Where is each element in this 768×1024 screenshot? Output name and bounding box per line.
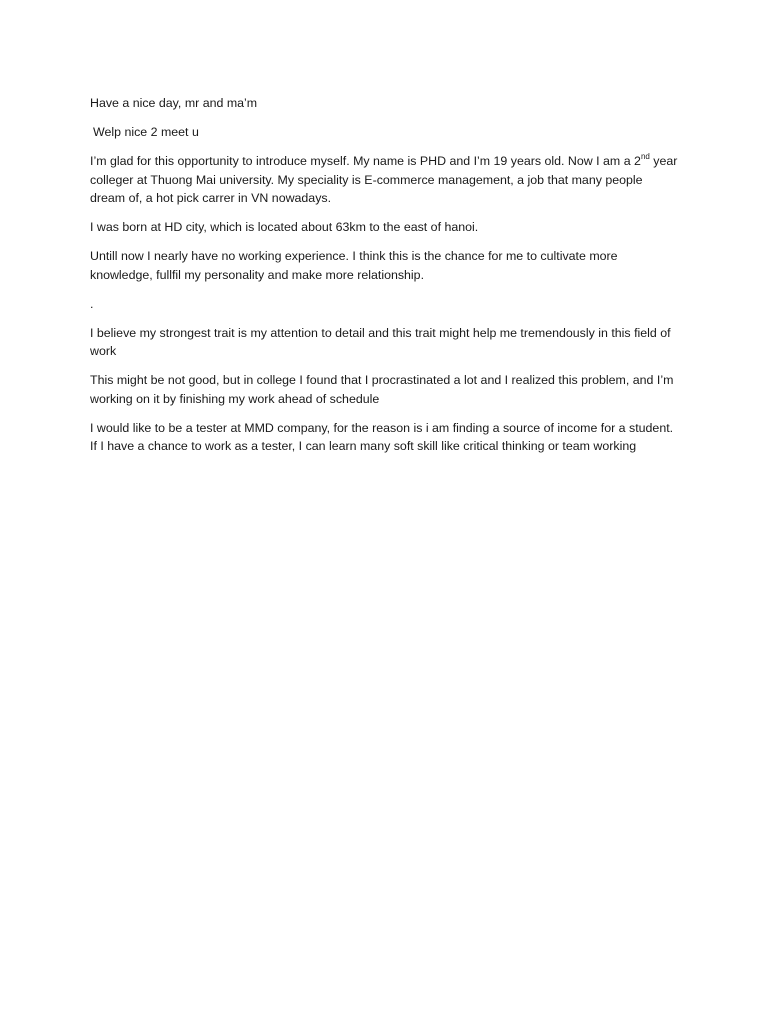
paragraph-experience: Untill now I nearly have no working experience. I think this is the chance for me to cultivate more knowledge, fullfil my personality and make more relationship. [90, 249, 618, 282]
paragraph-introduction-text-end: year colleger at Thuong Mai university. My speciality is E-commerce management, a job that many people dream of, a hot pick carrer in VN nowadays. [90, 154, 678, 205]
paragraph-goal: I would like to be a tester at MMD company, for the reason is i am finding a source of income for a student. If I have a chance to work as a tester, I can learn many soft skill like critical thinking or team working [90, 420, 674, 453]
paragraph-dot: . [90, 296, 94, 311]
greeting-line: Have a nice day, mr and ma’m [90, 96, 258, 110]
paragraph-introduction-text-start: I’m glad for this opportunity to introduce myself. My name is PHD and I’m 19 years old. Now I am a 2 [90, 154, 641, 168]
paragraph-weakness: This might be not good, but in college I found that I procrastinated a lot and I realized this problem, and I’m working on it by finishing my work ahead of schedule [90, 373, 674, 406]
paragraph-introduction [90, 152, 680, 208]
paragraph-birthplace: I was born at HD city, which is located about 63km to the east of hanoi. [90, 220, 479, 234]
intro-line: Welp nice 2 meet u [93, 125, 199, 139]
document-body [90, 94, 680, 466]
paragraph-strength: I believe my strongest trait is my attention to detail and this trait might help me tremendously in this field of work [90, 325, 671, 358]
ordinal-superscript: nd [640, 152, 650, 161]
